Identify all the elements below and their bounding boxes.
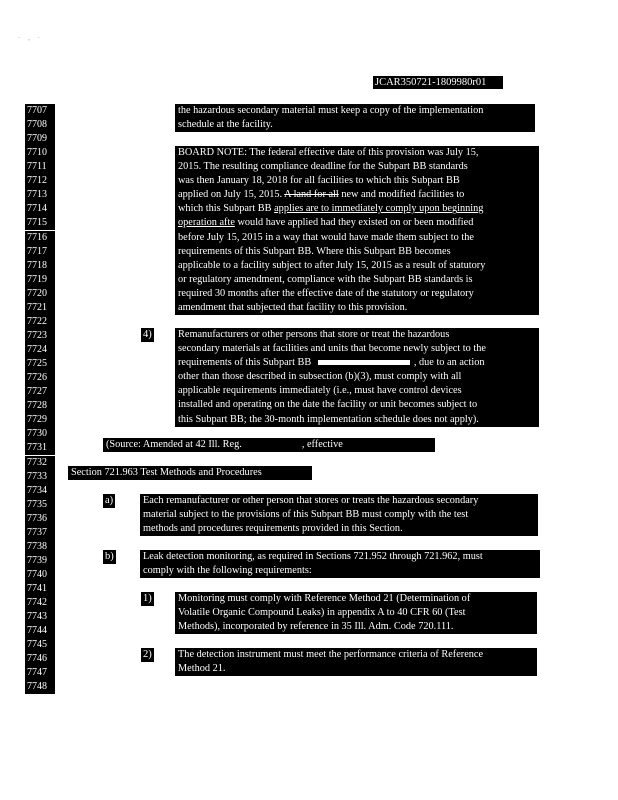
text-line: schedule at the facility. (178, 119, 273, 131)
underlined-text: operation afte (178, 217, 235, 229)
para-a-text (140, 494, 538, 536)
text-line: Monitoring must comply with Reference Method 21 (Determination of (178, 593, 471, 604)
line-number: 7728 (25, 399, 55, 413)
section-title: Section 721.963 Test Methods and Procedures (71, 467, 262, 478)
text-line: was then January 18, 2018 for all facilities to which this Subpart BB (178, 175, 460, 187)
line-number: 7721 (25, 301, 55, 315)
text-line: Each remanufacturer or other person that stores or treats the hazardous secondary (143, 495, 479, 506)
item-marker-1: 1) (143, 593, 152, 604)
line-number: 7735 (25, 498, 55, 512)
line-number: 7707 (25, 104, 55, 118)
line-number: 7713 (25, 188, 55, 202)
text-line (178, 356, 536, 370)
struck-text: A land for all (284, 189, 339, 201)
text-line: Leak detection monitoring, as required in Sections 721.952 through 721.962, must (143, 551, 483, 562)
line-number: 7741 (25, 582, 55, 596)
line-number: 7718 (25, 259, 55, 273)
line-number: 7710 (25, 146, 55, 160)
text-line: The detection instrument must meet the performance criteria of Reference (178, 649, 484, 660)
line-number: 7744 (25, 624, 55, 638)
line-number: 7730 (25, 427, 55, 441)
line-number: 7714 (25, 202, 55, 216)
text-line (178, 188, 536, 202)
line-number: 7734 (25, 484, 55, 498)
scan-specks: · , · (18, 34, 43, 42)
text-line: this Subpart BB; the 30-month implementation schedule does not apply). (178, 413, 479, 425)
text-line: applicable to a facility subject to after July 15, 2015 as a result of statutory (178, 259, 486, 271)
text-run: which this Subpart BB (178, 203, 275, 215)
underlined-text: applies are to immediately comply upon beginning (274, 203, 484, 215)
text-run: requirements of this Subpart BB (178, 357, 312, 369)
para-b-text (140, 550, 540, 578)
text-line: required 30 months after the effective date of the statutory or regulatory (178, 287, 474, 299)
text-line (178, 216, 536, 230)
line-number: 7742 (25, 596, 55, 610)
text-line: 2015. The resulting compliance deadline for the Subpart BB standards (178, 161, 468, 173)
board-note (175, 146, 539, 315)
line-number: 7745 (25, 638, 55, 652)
item-1-text (175, 592, 537, 634)
line-number: 7746 (25, 652, 55, 666)
line-number: 7727 (25, 385, 55, 399)
line-number: 7733 (25, 470, 55, 484)
para-marker-a: a) (105, 495, 114, 506)
line-number: 7722 (25, 315, 55, 329)
text-line: material subject to the provisions of this Subpart BB must comply with the test (143, 509, 469, 521)
line-number: 7732 (25, 456, 55, 470)
text-line: Remanufacturers or other persons that store or treat the hazardous (178, 329, 450, 340)
item-marker-4: 4) (143, 329, 152, 340)
text-line: installed and operating on the date the facility or unit becomes subject to (178, 399, 478, 411)
item-marker-2: 2) (143, 649, 152, 660)
line-number: 7725 (25, 357, 55, 371)
line-number: 7740 (25, 568, 55, 582)
redaction-bar (318, 360, 410, 365)
text-line: requirements of this Subpart BB. Where this Subpart BB becomes (178, 245, 451, 257)
text-run: would have applied had they existed on or been modified (234, 217, 474, 229)
text-line: Methods), incorporated by reference in 35 Ill. Adm. Code 720.111. (178, 621, 454, 633)
text-line: comply with the following requirements: (143, 565, 312, 577)
text-run: new and modified facilities to (338, 189, 465, 201)
text-run: applied on July 15, 2015. (178, 189, 285, 201)
para-marker-b: b) (105, 551, 114, 562)
line-number: 7712 (25, 174, 55, 188)
text-block-implementation-schedule (175, 104, 535, 132)
line-number: 7723 (25, 329, 55, 343)
line-number: 7717 (25, 245, 55, 259)
line-number: 7716 (25, 231, 55, 245)
text-line: the hazardous secondary material must keep a copy of the implementation (178, 105, 484, 116)
text-line (178, 202, 536, 216)
text-run: ) (462, 439, 467, 450)
line-number: 7747 (25, 666, 55, 680)
line-number: 7743 (25, 610, 55, 624)
item-2-text (175, 648, 537, 676)
line-number: 7720 (25, 287, 55, 301)
text-run: , effective (301, 439, 343, 450)
source-note (103, 438, 467, 452)
document-id-header: JCAR350721-1809980r01 (373, 76, 503, 89)
line-number: 7738 (25, 540, 55, 554)
line-number: 7719 (25, 273, 55, 287)
line-number: 7748 (25, 680, 55, 694)
text-line: methods and procedures requirements provided in this Section. (143, 523, 403, 535)
text-line: before July 15, 2015 in a way that would have made them subject to the (178, 231, 474, 243)
text-line: secondary materials at facilities and units that become newly subject to the (178, 343, 486, 355)
line-number: 7731 (25, 441, 55, 455)
text-run: , due to an action (413, 357, 485, 369)
text-line: Method 21. (178, 663, 226, 675)
section-heading (68, 466, 312, 480)
text-line: amendment that subjected that facility to this provision. (178, 302, 408, 314)
line-number: 7711 (25, 160, 55, 174)
text-line: other than those described in subsection (b)(3), must comply with all (178, 371, 462, 383)
line-number: 7724 (25, 343, 55, 357)
text-line: BOARD NOTE: The federal effective date of this provision was July 15, (178, 147, 479, 158)
text-run: (Source: Amended at 42 Ill. Reg. (106, 439, 242, 450)
text-line: or regulatory amendment, compliance with the Subpart BB standards is (178, 273, 473, 285)
line-number: 7737 (25, 526, 55, 540)
text-line (106, 438, 467, 452)
line-number: 7729 (25, 413, 55, 427)
text-line: applicable requirements immediately (i.e., must have control devices (178, 385, 462, 397)
line-number: 7736 (25, 512, 55, 526)
line-number: 7708 (25, 118, 55, 132)
line-number: 7726 (25, 371, 55, 385)
text-line: Volatile Organic Compound Leaks) in appendix A to 40 CFR 60 (Test (178, 607, 466, 619)
line-number: 7739 (25, 554, 55, 568)
item-4-text (175, 328, 539, 427)
line-number: 7715 (25, 216, 55, 230)
line-number: 7709 (25, 132, 55, 146)
